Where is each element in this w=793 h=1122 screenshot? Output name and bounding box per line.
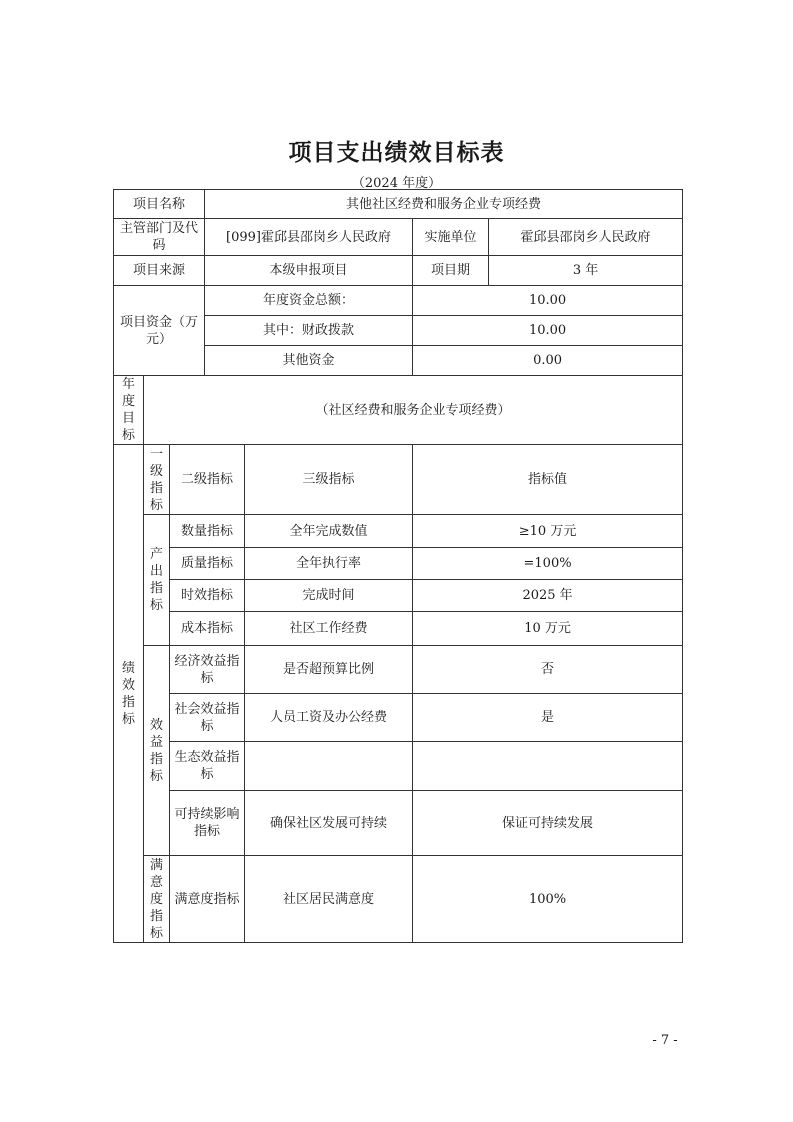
level3-cell bbox=[245, 742, 413, 791]
page-number: - 7 - bbox=[652, 1033, 678, 1048]
table-row bbox=[114, 612, 683, 646]
department-label: 主管部门及代码 bbox=[114, 219, 205, 256]
value-cell: ≥10 万元 bbox=[413, 515, 683, 548]
table-row bbox=[114, 791, 683, 856]
period-value: 3 年 bbox=[489, 256, 683, 286]
year-subtitle: （2024 年度） bbox=[351, 176, 442, 191]
unit-label: 实施单位 bbox=[413, 219, 489, 256]
level3-cell: 全年完成数值 bbox=[245, 515, 413, 548]
level2-cell: 质量指标 bbox=[170, 548, 245, 580]
funds-fiscal-value: 10.00 bbox=[413, 316, 683, 346]
project-name-label: 项目名称 bbox=[114, 190, 205, 219]
level2-cell: 满意度指标 bbox=[170, 856, 245, 943]
performance-goal-table bbox=[113, 189, 683, 943]
annual-goal-row bbox=[114, 376, 683, 445]
department-row bbox=[114, 219, 683, 256]
level2-cell: 生态效益指标 bbox=[170, 742, 245, 791]
funds-total-label: 年度资金总额： bbox=[205, 286, 413, 316]
level2-cell: 可持续影响指标 bbox=[170, 791, 245, 856]
value-cell: 2025 年 bbox=[413, 580, 683, 612]
funds-total-value: 10.00 bbox=[413, 286, 683, 316]
table-row bbox=[114, 580, 683, 612]
value-cell: 10 万元 bbox=[413, 612, 683, 646]
value-cell: 否 bbox=[413, 646, 683, 694]
level3-cell: 完成时间 bbox=[245, 580, 413, 612]
indicator-header-row bbox=[114, 445, 683, 515]
header-value: 指标值 bbox=[413, 445, 683, 515]
level3-cell: 确保社区发展可持续 bbox=[245, 791, 413, 856]
value-cell: 保证可持续发展 bbox=[413, 791, 683, 856]
level3-cell: 社区居民满意度 bbox=[245, 856, 413, 943]
level2-cell: 社会效益指标 bbox=[170, 694, 245, 742]
page-title: 项目支出绩效目标表 bbox=[288, 139, 505, 166]
table-row bbox=[114, 646, 683, 694]
level3-cell: 人员工资及办公经费 bbox=[245, 694, 413, 742]
project-name-value: 其他社区经费和服务企业专项经费 bbox=[205, 190, 683, 219]
period-label: 项目期 bbox=[413, 256, 489, 286]
annual-goal-label: 年度目标 bbox=[114, 376, 144, 445]
level2-cell: 时效指标 bbox=[170, 580, 245, 612]
funds-label: 项目资金（万元） bbox=[114, 286, 205, 376]
level2-cell: 成本指标 bbox=[170, 612, 245, 646]
funds-fiscal-label: 其中：财政拨款 bbox=[205, 316, 413, 346]
funds-other-value: 0.00 bbox=[413, 346, 683, 376]
table-row bbox=[114, 515, 683, 548]
unit-value: 霍邱县邵岗乡人民政府 bbox=[489, 219, 683, 256]
source-row bbox=[114, 256, 683, 286]
value-cell: =100% bbox=[413, 548, 683, 580]
source-value: 本级申报项目 bbox=[205, 256, 413, 286]
funds-other-label: 其他资金 bbox=[205, 346, 413, 376]
department-value: [099]霍邱县邵岗乡人民政府 bbox=[205, 219, 413, 256]
value-cell bbox=[413, 742, 683, 791]
annual-goal-text: （社区经费和服务企业专项经费） bbox=[144, 376, 683, 445]
header-level3: 三级指标 bbox=[245, 445, 413, 515]
level3-cell: 社区工作经费 bbox=[245, 612, 413, 646]
satisfaction-indicators-label: 满意度指标 bbox=[144, 856, 170, 943]
header-level2: 二级指标 bbox=[170, 445, 245, 515]
source-label: 项目来源 bbox=[114, 256, 205, 286]
level3-cell: 全年执行率 bbox=[245, 548, 413, 580]
perf-indicators-label: 绩效指标 bbox=[114, 445, 144, 943]
benefit-indicators-label: 效益指标 bbox=[144, 646, 170, 856]
funds-total-row bbox=[114, 286, 683, 316]
value-cell: 是 bbox=[413, 694, 683, 742]
value-cell: 100% bbox=[413, 856, 683, 943]
level2-cell: 数量指标 bbox=[170, 515, 245, 548]
level2-cell: 经济效益指标 bbox=[170, 646, 245, 694]
project-name-row bbox=[114, 190, 683, 219]
level3-cell: 是否超预算比例 bbox=[245, 646, 413, 694]
table-row bbox=[114, 856, 683, 943]
output-indicators-label: 产出指标 bbox=[144, 515, 170, 646]
table-row bbox=[114, 694, 683, 742]
header-level1: 一级指标 bbox=[144, 445, 170, 515]
table-row bbox=[114, 742, 683, 791]
table-row bbox=[114, 548, 683, 580]
